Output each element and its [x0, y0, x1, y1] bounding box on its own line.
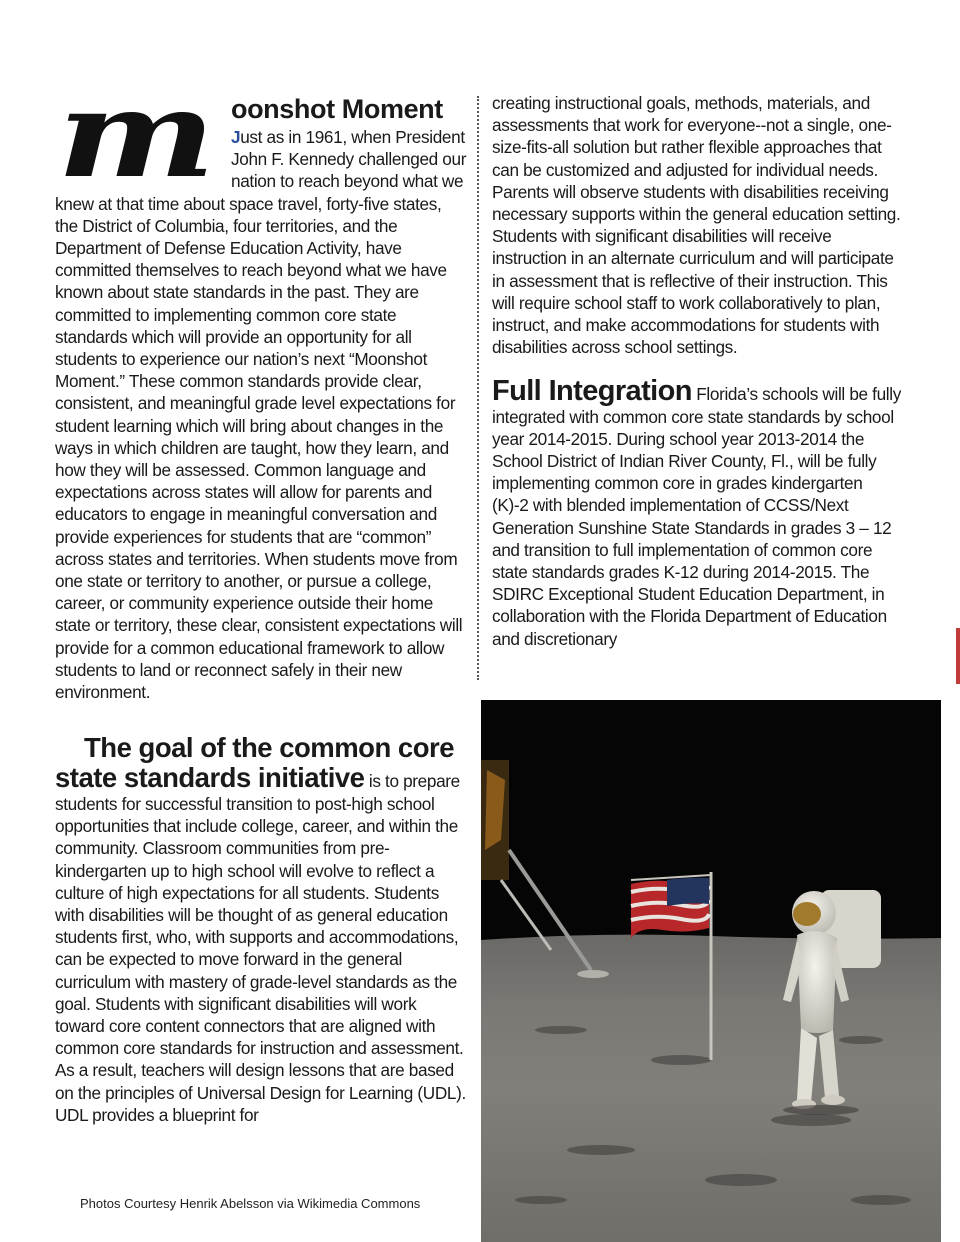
- column-divider: [477, 96, 479, 680]
- right-column: [492, 92, 902, 650]
- dropcap-m: m: [57, 94, 216, 190]
- goal-text: is to prepare students for successful transition to post-high school opportunities that include college, career, and within the community. Classroom communities from pre-kindergarten up to high school will evolve to reflect a culture of high expectations for all students. Students with disabilities will be thought of as general education students first, who, with supports and accommodations, can be expected to move forward in the general curriculum with mastery of grade-level standards as the goal. Students with significant disabilities will work toward core content connectors that are aligned with common core standards for instruction and assessment. As a result, teachers will design lessons that are based on the principles of Universal Design for Learning (UDL). UDL provides a blueprint for: [55, 771, 466, 1125]
- goal-heading-line1: The goal of the common core: [84, 732, 455, 763]
- moonshot-text: ust as in 1961, when President John F. Kennedy challenged our nation to reach beyond what we knew at that time about space travel, forty-five states, the District of Columbia, four territories, and the Department of Defense Education Activity, have committed themselves to reach beyond what we have known about state standards in the past. They are committed to implementing common core state standards which will provide an opportunity for all students to experience our nation’s next “Moonshot Moment.” These common standards provide clear, consistent, and meaningful grade level expectations for student learning which will bring about changes in the ways in which children are taught, how they learn, and how they will be assessed. Common language and expectations across states will allow for parents and educators to engage in meaningful conversation and provide experiences for students that are “common” across states and territories. When students move from one state or territory to another, or pursue a college, career, or community experience outside their home state or territory, these clear, consistent expectations will provide for a common educational framework to allow students to land or reconnect safely in their new environment.: [55, 127, 467, 703]
- moon-landing-illustration: [481, 700, 941, 1242]
- full-integration-text: Florida’s schools will be fully integrated with common core state standards by school year 2014-2015. During school year 2013-2014 the School District of Indian River County, Fl., will be fully implementing common core in grades kindergarten (K)-2 with blended implementation of CCSS/Next Generation Sunshine State Standards in grades 3 – 12 and transition to full implementation of common core state standards grades K-12 during 2014-2015. The SDIRC Exceptional Student Education Department, in collaboration with the Florida Department of Education and discretionary: [492, 384, 901, 649]
- moon-landing-photo: [481, 700, 941, 1242]
- photo-credit: Photos Courtesy Henrik Abelsson via Wikimedia Commons: [80, 1196, 421, 1211]
- goal-body: [55, 763, 470, 1126]
- goal-heading-line2: state standards initiative: [55, 762, 365, 793]
- moonshot-title: oonshot Moment: [231, 94, 443, 124]
- goal-heading: [55, 733, 470, 763]
- full-integration-body: [492, 375, 902, 649]
- goal-section: [55, 733, 470, 1126]
- moonshot-article: [55, 92, 467, 703]
- continued-text: creating instructional goals, methods, materials, and assessments that work for everyone--not a single, one-size-fits-all solution but rather flexible approaches that can be customized and adjusted for individual needs. Parents will observe students with disabilities receiving necessary supports within the general education setting. Students with significant disabilities will receive instruction in an alternate curriculum and will participate in assessment that is reflective of their instruction. This will require school staff to work collaboratively to plan, instruct, and make accommodations for students with disabilities across school settings.: [492, 93, 901, 358]
- full-integration-heading: Full Integration: [492, 375, 692, 408]
- page-edge-marker: [956, 628, 960, 684]
- moonshot-body: [55, 126, 467, 703]
- first-letter: J: [231, 127, 241, 147]
